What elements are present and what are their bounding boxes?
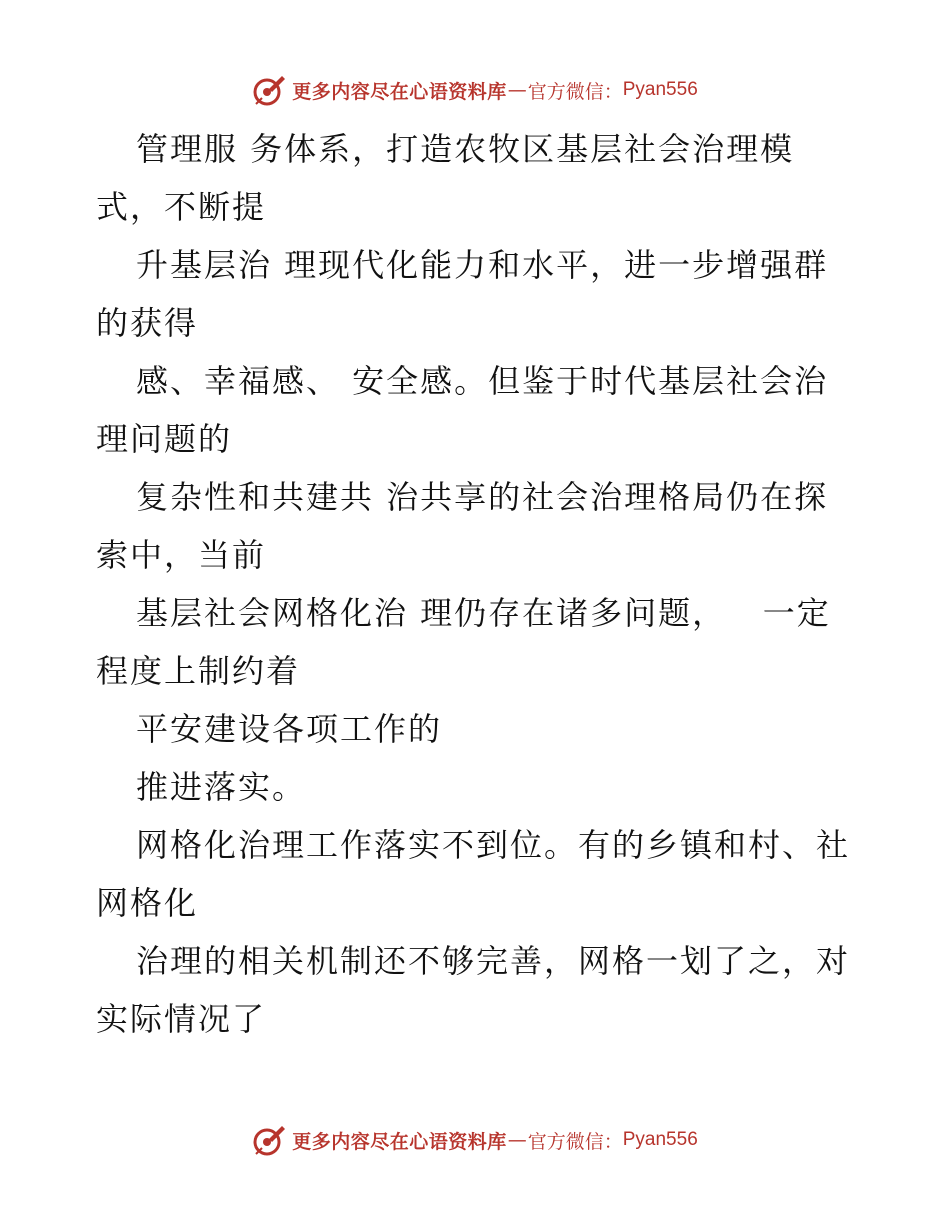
pen-nib-circle-icon	[252, 1123, 286, 1157]
body-line: 程度上制约着	[96, 652, 301, 690]
pen-nib-circle-icon	[252, 73, 286, 107]
header-banner-text: 更多内容尽在心语资料库	[292, 80, 507, 103]
document-body	[96, 120, 866, 1048]
body-line: 治理的相关机制还不够完善，网格一划了之，对	[136, 942, 851, 980]
body-line: 网格化治理工作落实不到位。有的乡镇和村、社	[136, 826, 851, 864]
body-line: 式，不断提	[96, 188, 267, 226]
body-line: 基层社会网格化治 理仍存在诸多问题， 一定	[136, 594, 831, 632]
footer-wechat-id: Pyan556	[622, 1129, 698, 1150]
body-line: 感、幸福感、 安全感。但鉴于时代基层社会治	[136, 362, 829, 400]
footer-banner-text: 更多内容尽在心语资料库	[292, 1130, 507, 1153]
footer-wechat-label: 官方微信：	[527, 1130, 623, 1153]
body-line: 平安建设各项工作的	[136, 710, 443, 748]
footer-banner	[0, 1120, 950, 1160]
header-wechat-label: 官方微信：	[527, 80, 623, 103]
body-line: 实际情况了	[96, 1000, 267, 1038]
body-line: 理问题的	[96, 420, 233, 458]
header-banner	[0, 70, 950, 110]
body-line: 升基层治 理现代化能力和水平，进一步增强群	[136, 246, 829, 284]
body-line: 网格化	[96, 884, 199, 922]
footer-banner-dash: —	[507, 1129, 527, 1151]
header-banner-dash: —	[507, 79, 527, 101]
body-line: 推进落实。	[136, 768, 307, 806]
body-line: 复杂性和共建共 治共享的社会治理格局仍在探	[136, 478, 829, 516]
header-wechat-id: Pyan556	[622, 79, 698, 100]
body-line: 的获得	[96, 304, 199, 342]
body-line: 管理服 务体系，打造农牧区基层社会治理模	[136, 130, 795, 168]
body-line: 索中，当前	[96, 536, 267, 574]
